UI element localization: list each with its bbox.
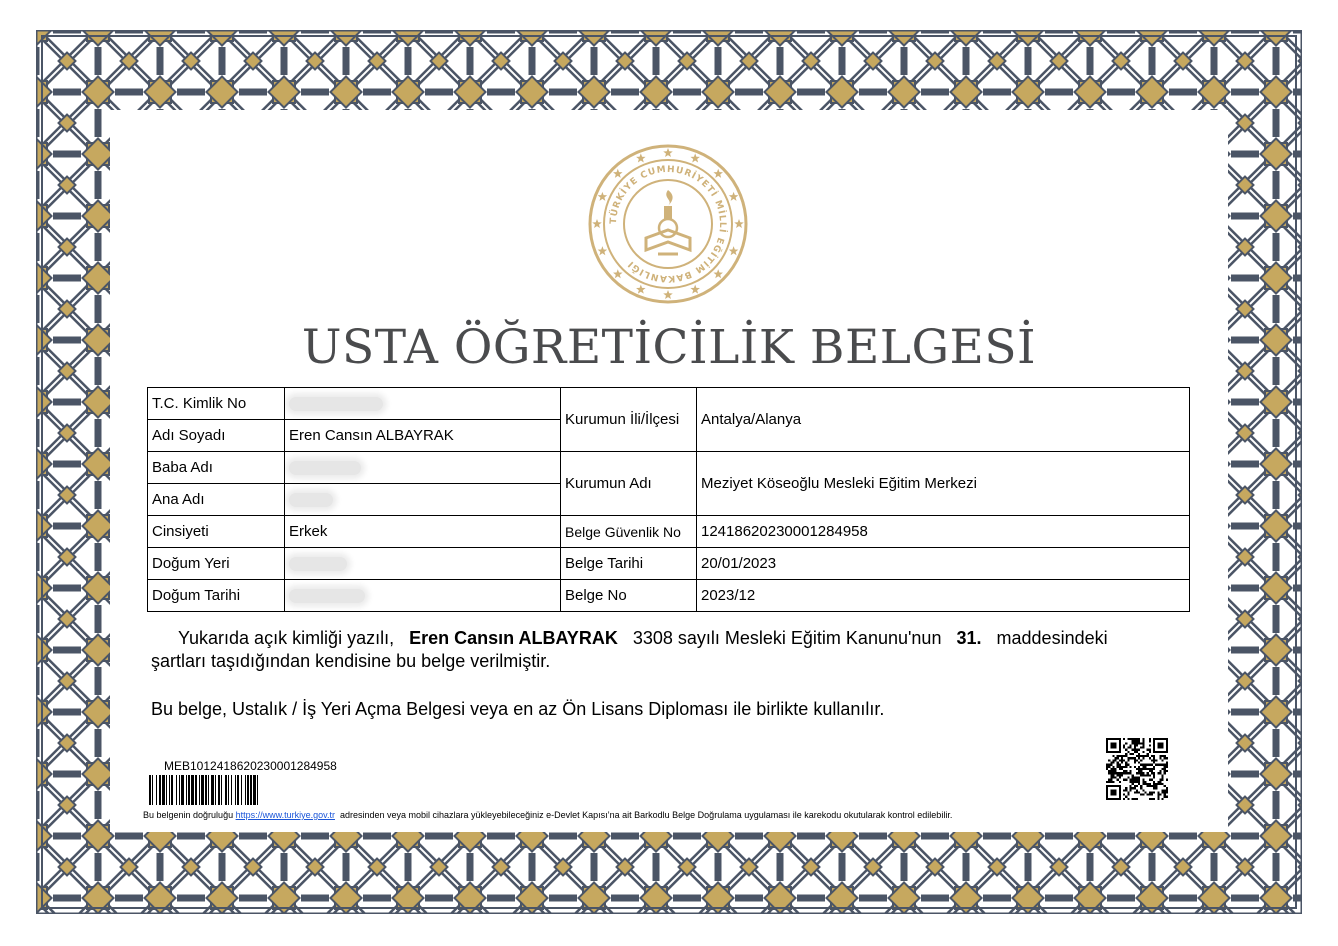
svg-text:TÜRKİYE CUMHURİYETİ MİLLİ EĞİT bbox=[609, 165, 728, 283]
redacted-value bbox=[289, 461, 361, 475]
institution-label: Kurumun Adı bbox=[561, 452, 697, 516]
father-value bbox=[285, 452, 561, 484]
institution-value: Meziyet Köseoğlu Mesleki Eğitim Merkezi bbox=[697, 452, 1190, 516]
page-title: USTA ÖĞRETİCİLİK BELGESİ bbox=[301, 320, 1037, 375]
seal-star-icon bbox=[663, 148, 673, 157]
redacted-value bbox=[289, 493, 333, 507]
statement-article: 31. bbox=[956, 628, 982, 648]
seal-star-icon bbox=[636, 285, 646, 294]
tc-label: T.C. Kimlik No bbox=[148, 388, 285, 420]
seal-star-icon bbox=[598, 246, 608, 255]
name-value: Eren Cansın ALBAYRAK bbox=[285, 420, 561, 452]
birthdate-label: Doğum Tarihi bbox=[148, 580, 285, 612]
gender-label: Cinsiyeti bbox=[148, 516, 285, 548]
date-label: Belge Tarihi bbox=[561, 548, 697, 580]
verification-note bbox=[143, 810, 952, 820]
city-label: Kurumun İli/İlçesi bbox=[561, 388, 697, 452]
ministry-seal-icon bbox=[586, 142, 750, 306]
table-row bbox=[148, 580, 1190, 612]
seal-ring-text: TÜRKİYE CUMHURİYETİ MİLLİ EĞİTİM BAKANLIĞI bbox=[608, 164, 728, 284]
birthdate-value bbox=[285, 580, 561, 612]
security-value: 12418620230001284958 bbox=[697, 516, 1190, 548]
seal-star-icon bbox=[636, 153, 646, 162]
statement-holder-name: Eren Cansın ALBAYRAK bbox=[409, 628, 618, 648]
usage-note: Bu belge, Ustalık / İş Yeri Açma Belgesi veya en az Ön Lisans Diploması ile birlikte kullanılır. bbox=[151, 699, 885, 719]
qr-code-icon bbox=[1106, 738, 1168, 800]
mother-value bbox=[285, 484, 561, 516]
seal-star-icon bbox=[598, 192, 608, 201]
date-value: 20/01/2023 bbox=[697, 548, 1190, 580]
seal-star-icon bbox=[729, 192, 739, 201]
seal-star-icon bbox=[690, 153, 700, 162]
statement-part2: 3308 sayılı Mesleki Eğitim Kanunu'nun bbox=[632, 628, 942, 648]
seal-star-icon bbox=[734, 219, 744, 228]
statement-part1: Yukarıda açık kimliği yazılı, bbox=[178, 628, 395, 648]
tc-value bbox=[285, 388, 561, 420]
turkiye-gov-link[interactable]: https://www.turkiye.gov.tr bbox=[235, 810, 335, 820]
seal-star-icon bbox=[729, 246, 739, 255]
barcode-text: MEB1012418620230001284958 bbox=[164, 759, 337, 773]
seal-star-icon bbox=[663, 290, 673, 299]
seal-star-icon bbox=[690, 285, 700, 294]
birthplace-label: Doğum Yeri bbox=[148, 548, 285, 580]
redacted-value bbox=[289, 397, 383, 411]
statement-line-2: şartları taşıdığından kendisine bu belge verilmiştir. bbox=[151, 651, 551, 671]
seal-star-icon bbox=[713, 269, 723, 278]
city-value: Antalya/Alanya bbox=[697, 388, 1190, 452]
redacted-value bbox=[289, 557, 347, 571]
table-row bbox=[148, 516, 1190, 548]
seal-star-icon bbox=[613, 269, 623, 278]
table-row bbox=[148, 548, 1190, 580]
name-label: Adı Soyadı bbox=[148, 420, 285, 452]
gender-value: Erkek bbox=[285, 516, 561, 548]
seal-star-icon bbox=[592, 219, 602, 228]
statement-line-1 bbox=[178, 628, 1108, 649]
father-label: Baba Adı bbox=[148, 452, 285, 484]
verification-prefix: Bu belgenin doğruluğu bbox=[143, 810, 234, 820]
birthplace-value bbox=[285, 548, 561, 580]
table-row bbox=[148, 388, 1190, 420]
barcode-icon bbox=[149, 775, 364, 805]
mother-label: Ana Adı bbox=[148, 484, 285, 516]
security-label: Belge Güvenlik No bbox=[561, 516, 697, 548]
number-label: Belge No bbox=[561, 580, 697, 612]
number-value: 2023/12 bbox=[697, 580, 1190, 612]
redacted-value bbox=[289, 589, 365, 603]
table-row bbox=[148, 452, 1190, 484]
statement-part3: maddesindeki bbox=[996, 628, 1108, 648]
seal-star-icon bbox=[613, 169, 623, 178]
seal-star-icon bbox=[713, 169, 723, 178]
identity-table bbox=[147, 387, 1190, 612]
verification-suffix: adresinden veya mobil cihazlara yükleyebileceğiniz e-Devlet Kapısı’na ait Barkodlu Belge Doğrulama uygulaması ile karekodu okutularak kontrol edilebilir. bbox=[339, 810, 953, 820]
